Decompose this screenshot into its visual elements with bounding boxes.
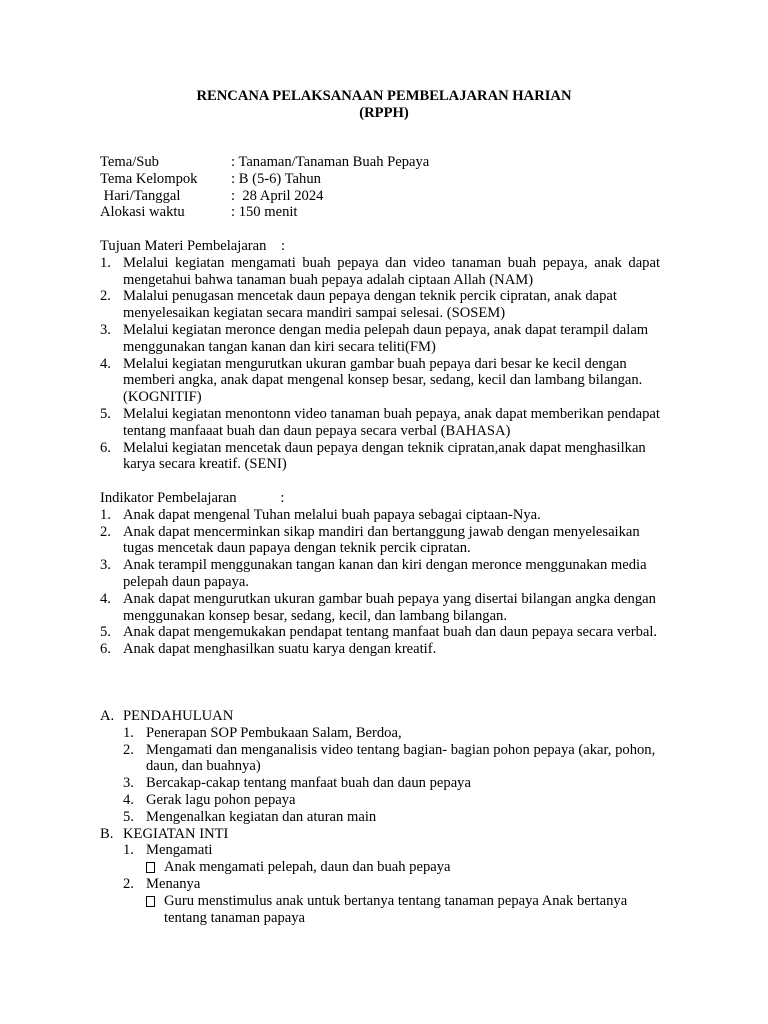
bullet-item: Guru menstimulus anak untuk bertanya tentang tanaman pepaya Anak bertanya tentang tanaman papaya (100, 893, 660, 927)
meta-key: Hari/Tanggal (100, 187, 181, 204)
list-item: 2. Mengamati dan menganalisis video tentang bagian- bagian pohon pepaya (akar, pohon, daun, dan buahnya) (123, 741, 656, 775)
meta-row (100, 171, 660, 188)
section-heading: A. PENDAHULUAN (100, 708, 234, 724)
inti-list (100, 876, 660, 893)
inti-list (100, 842, 660, 859)
meta-row (100, 154, 660, 171)
bullet-item: Anak mengamati pelepah, daun dan buah pepaya (100, 859, 660, 876)
meta-row (100, 204, 660, 221)
list-item: 1. Mengamati (123, 842, 213, 859)
list-item: 3. Bercakap-cakap tentang manfaat buah dan daun pepaya (123, 775, 471, 792)
list-item: 3. Anak terampil menggunakan tangan kanan dan kiri dengan meronce menggunakan media pelepah daun papaya. (100, 557, 647, 590)
meta-key: Alokasi waktu (100, 204, 185, 221)
list-item: 1. Melalui kegiatan mengamati buah pepaya dan video tanaman buah pepaya, anak dapat mengetahui bahwa tanaman buah pepaya adalah ciptaan Allah (NAM) (100, 254, 660, 288)
list-item: 1. Penerapan SOP Pembukaan Salam, Berdoa, (123, 724, 402, 741)
title-line-1: RENCANA PELAKSANAAN PEMBELAJARAN HARIAN (196, 88, 572, 104)
tujuan-list (100, 255, 660, 473)
list-item: 5. Anak dapat mengemukakan pendapat tentang manfaat buah dan daun pepaya secara verbal. (100, 624, 658, 641)
pendahuluan-list (100, 725, 660, 826)
list-item: 2. Malalui penugasan mencetak daun pepaya dengan teknik percik cipratan, anak dapat menyelesaikan kegiatan secara mandiri sampai selesai. (SOSEM) (100, 288, 617, 322)
list-item: 6. Melalui kegiatan mencetak daun pepaya dengan teknik cipratan,anak dapat menghasilkan karya secara kreatif. (SENI) (100, 439, 646, 473)
meta-value: : Tanaman/Tanaman Buah Pepaya (231, 154, 430, 170)
meta-value: : B (5-6) Tahun (231, 170, 321, 187)
meta-table (100, 154, 660, 221)
list-item: 3. Melalui kegiatan meronce dengan media pelepah daun pepaya, anak dapat terampil dalam menggunakan tangan kanan dan kiri secara teliti(FM) (100, 321, 649, 355)
indikator-section (100, 490, 660, 658)
tujuan-heading: Tujuan Materi Pembelajaran : (100, 238, 286, 254)
list-item: 5. Mengenalkan kegiatan dan aturan main (123, 808, 377, 825)
document-title (0, 88, 768, 122)
indikator-list (100, 507, 660, 658)
meta-row (100, 188, 660, 205)
list-item: 2. Anak dapat mencerminkan sikap mandiri dan bertanggung jawab dengan menyelesaikan tugas mencetak daun papaya dengan teknik percik cipratan. (100, 523, 640, 557)
list-item: 6. Anak dapat menghasilkan suatu karya dengan kreatif. (100, 641, 437, 658)
meta-key: Tema/Sub (100, 154, 159, 170)
title-line-2: (RPPH) (359, 104, 409, 121)
bullet-box-icon (146, 896, 155, 907)
pendahuluan-section (100, 708, 660, 926)
list-item: 5. Melalui kegiatan menontonn video tanaman buah pepaya, anak dapat memberikan pendapat tentang manfaaat buah dan daun pepaya secara verbal (BAHASA) (100, 405, 660, 439)
meta-value: : 28 April 2024 (231, 187, 324, 204)
indikator-heading: Indikator Pembelajaran : (100, 490, 285, 506)
bullet-box-icon (146, 862, 155, 873)
list-item: 4. Anak dapat mengurutkan ukuran gambar buah pepaya yang disertai bilangan angka dengan menggunakan konsep besar, sedang, kecil, dan lambang bilangan. (100, 590, 656, 624)
section-heading: B. KEGIATAN INTI (100, 825, 229, 842)
meta-value: : 150 menit (231, 204, 298, 221)
list-item: 1. Anak dapat mengenal Tuhan melalui buah papaya sebagai ciptaan-Nya. (100, 506, 541, 523)
meta-key: Tema Kelompok (100, 170, 198, 187)
list-item: 4. Gerak lagu pohon pepaya (123, 791, 296, 808)
list-item: 2. Menanya (123, 875, 201, 892)
list-item: 4. Melalui kegiatan mengurutkan ukuran gambar buah pepaya dari besar ke kecil dengan memberi angka, anak dapat mengenal konsep besar, sedang, kecil dan lambang bilangan. (KOGNITIF) (100, 355, 643, 406)
tujuan-section (100, 238, 660, 473)
